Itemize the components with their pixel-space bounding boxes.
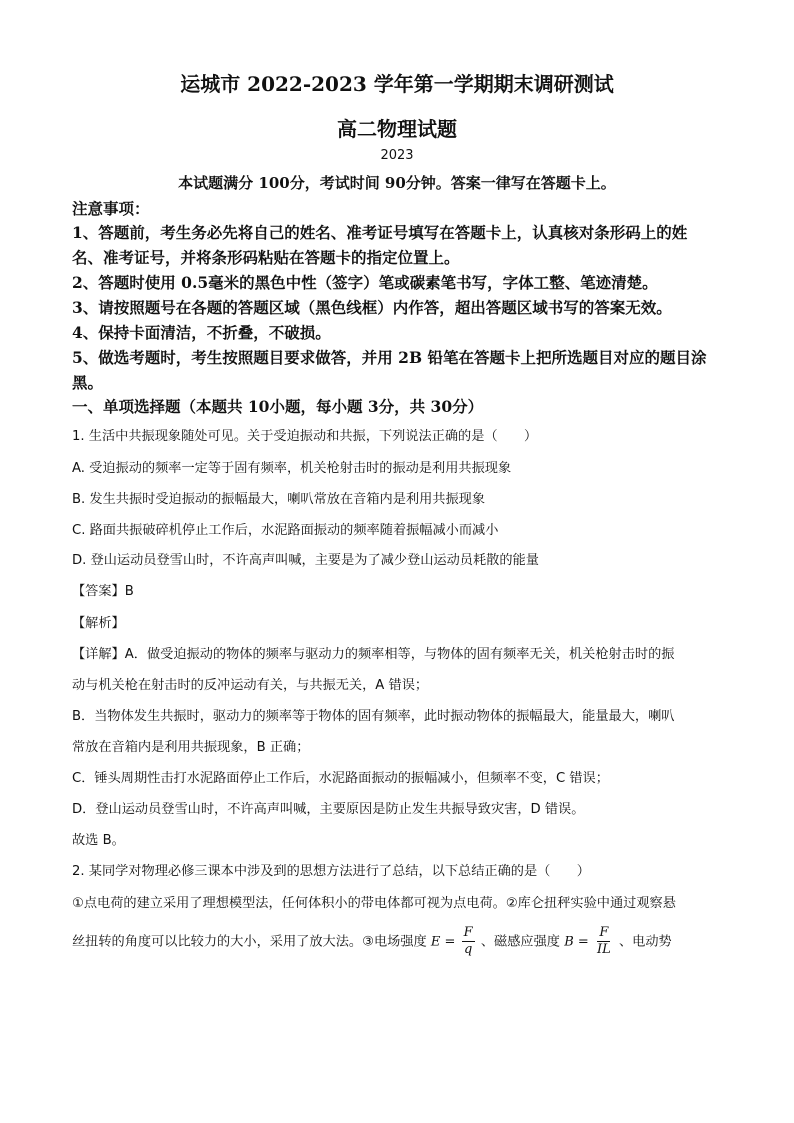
option-d: D. 登山运动员登雪山时，不许高声叫喊，主要是为了减少登山运动员耗散的能量 xyxy=(72,553,539,568)
detail-line: B．当物体发生共振时，驱动力的频率等于物体的固有频率，此时振动物体的振幅最大，能量最大，喇叭 xyxy=(72,709,675,724)
exam-subtitle: 高二物理试题 xyxy=(337,117,457,141)
notes-heading: 注意事项： xyxy=(72,199,150,218)
option-b: B. 发生共振时受迫振动的振幅最大，喇叭常放在音箱内是利用共振现象 xyxy=(72,492,486,507)
question-text-formula-line xyxy=(72,925,732,958)
magnetic-induction-formula xyxy=(595,925,613,958)
section-heading: 一、单项选择题（本题共 10小题，每小题 3分，共 30分） xyxy=(72,397,484,416)
detail-line: D．登山运动员登雪山时，不许高声叫喊，主要原因是防止发生共振导致灾害，D 错误。 xyxy=(72,802,585,817)
formula-numerator: F xyxy=(599,925,609,940)
notes-line: 5、做选考题时，考生按照题目要求做答，并用 2B 铅笔在答题卡上把所选题目对应的题目涂 xyxy=(72,348,707,367)
notes-line: 1、答题前，考生务必先将自己的姓名、准考证号填写在答题卡上，认真核对条形码上的姓 xyxy=(72,223,688,242)
detail-line: 故选 B。 xyxy=(72,833,125,848)
question-stem: 2. 某同学对物理必修三课本中涉及到的思想方法进行了总结，以下总结正确的是（ ） xyxy=(72,864,590,879)
exam-intro: 本试题满分 100分，考试时间 90分钟。答案一律写在答题卡上。 xyxy=(178,174,616,192)
question-text: 、电动势 xyxy=(618,934,672,950)
notes-line: 黑。 xyxy=(72,373,104,392)
analysis-label: 【解析】 xyxy=(72,616,125,631)
exam-title: 运城市 2022-2023 学年第一学期期末调研测试 xyxy=(180,72,614,96)
formula-denominator: IL xyxy=(596,942,611,957)
question-text: 丝扭转的角度可以比较力的大小，采用了放大法。③电场强度 xyxy=(72,934,427,950)
notes-line: 名、准考证号，并将条形码粘贴在答题卡的指定位置上。 xyxy=(72,248,460,267)
notes-line: 2、答题时使用 0.5毫米的黑色中性（签字）笔或碳素笔书写，字体工整、笔迹清楚。 xyxy=(72,273,658,292)
electric-field-formula xyxy=(462,925,475,958)
detail-line: 【详解】A．做受迫振动的物体的频率与驱动力的频率相等，与物体的固有频率无关，机关枪射击时的振 xyxy=(72,647,675,662)
notes-line: 4、保持卡面清洁，不折叠，不破损。 xyxy=(72,323,331,342)
formula-numerator: F xyxy=(463,925,473,940)
formula-lhs: E = xyxy=(430,934,456,950)
detail-line: 常放在音箱内是利用共振现象，B 正确； xyxy=(72,740,310,755)
answer-label: 【答案】B xyxy=(72,584,134,599)
formula-denominator: q xyxy=(463,942,473,957)
detail-line: 动与机关枪在射击时的反冲运动有关，与共振无关，A 错误； xyxy=(72,678,429,693)
formula-lhs: B = xyxy=(564,934,589,950)
option-c: C. 路面共振破碎机停止工作后，水泥路面振动的频率随着振幅减小而减小 xyxy=(72,523,499,538)
question-text: 、磁感应强度 xyxy=(480,934,560,950)
option-a: A. 受迫振动的频率一定等于固有频率，机关枪射击时的振动是利用共振现象 xyxy=(72,461,512,476)
notes-line: 3、请按照题号在各题的答题区域（黑色线框）内作答，超出答题区域书写的答案无效。 xyxy=(72,298,672,317)
question-text: ①点电荷的建立采用了理想模型法，任何体积小的带电体都可视为点电荷。②库仑扭秤实验中通过观察悬 xyxy=(72,896,676,911)
question-stem: 1. 生活中共振现象随处可见。关于受迫振动和共振，下列说法正确的是（ ） xyxy=(72,429,538,444)
exam-year: 2023 xyxy=(380,148,414,163)
detail-line: C．锤头周期性击打水泥路面停止工作后，水泥路面振动的振幅减小，但频率不变，C 错误； xyxy=(72,771,609,786)
